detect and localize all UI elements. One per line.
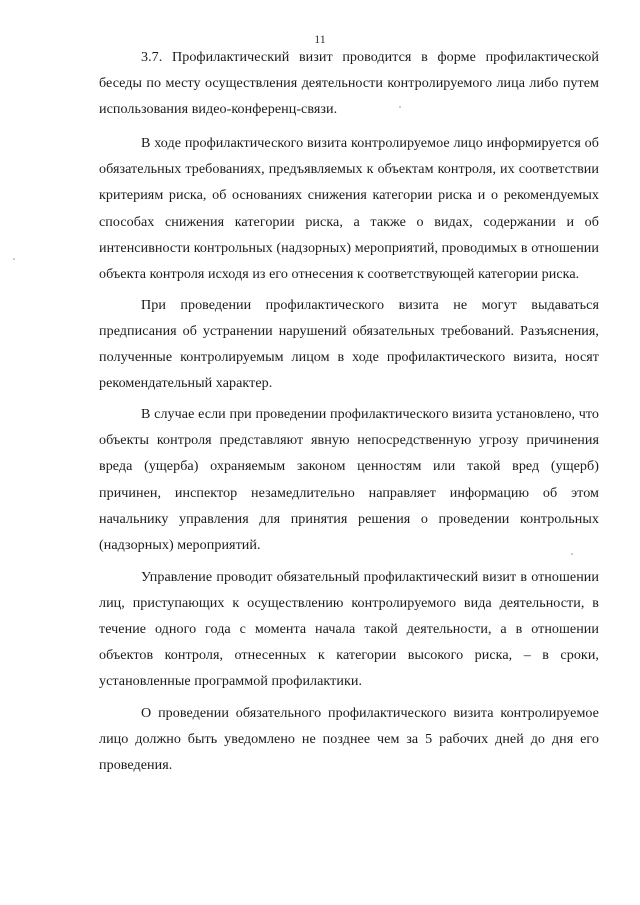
scan-speck [13, 258, 15, 260]
page-number: 11 [314, 32, 326, 46]
paragraph-3-7: 3.7. Профилактический визит проводится в форме профилактической беседы по месту осуществления деятельности контролируемого лица либо путем использования видео-конференц-связи. [99, 49, 599, 118]
paragraph-notification: О проведении обязательного профилактического визита контролируемое лицо должно быть уведомлено не позднее чем за 5 рабочих дней до дня его проведения. [99, 705, 599, 774]
paragraph-visit-content: В ходе профилактического визита контролируемое лицо информируется об обязательных требованиях, предъявляемых к объектам контроля, их соответствии критериям риска, об основаниях снижения категории риска и о рекомендуемых способах снижения категории риска, а также о видах, содержании и об интенсивности контрольных (надзорных) мероприятий, проводимых в отношении объекта контроля исходя из его отнесения к соответствующей категории риска. [99, 135, 599, 282]
paragraph-threat-case: В случае если при проведении профилактического визита установлено, что объекты контроля представляют явную непосредственную угрозу причинения вреда (ущерба) охраняемым законом ценностям или такой вред (ущерб) причинен, инспектор незамедлительно направляет информацию об этом начальнику управления для принятия решения о проведении контрольных (надзорных) мероприятий. [99, 406, 599, 553]
scan-speck [571, 553, 573, 555]
scan-speck [399, 106, 401, 108]
paragraph-mandatory-visit: Управление проводит обязательный профилактический визит в отношении лиц, приступающих к осуществлению контролируемого вида деятельности, в течение одного года с момента начала такой деятельности, а в отношении объектов контроля, отнесенных к категории высокого риска, – в сроки, установленные программой профилактики. [99, 568, 599, 690]
document-body [99, 44, 599, 779]
paragraph-no-prescriptions: При проведении профилактического визита не могут выдаваться предписания об устранении нарушений обязательных требований. Разъяснения, полученные контролируемым лицом в ходе профилактического визита, носят рекомендательный характер. [99, 296, 599, 392]
